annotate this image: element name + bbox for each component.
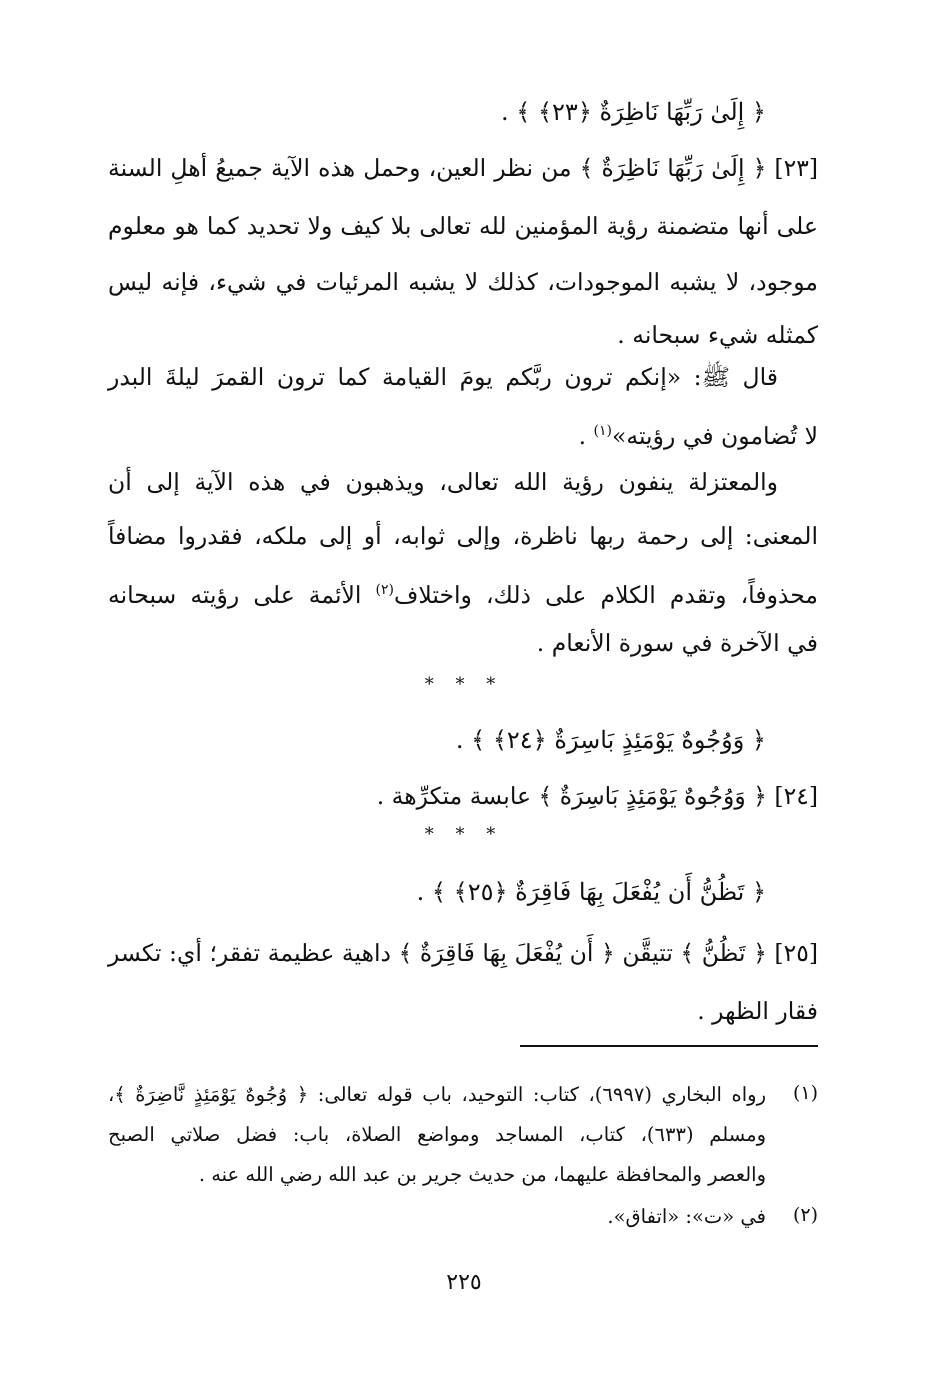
verse-25: ﴿ تَظُنُّ أَن يُفْعَلَ بِهَا فَاقِرَةٌ ﴿٢٥﴾ ﴾ .	[416, 878, 766, 906]
footnote-1-line-1: رواه البخاري (٦٩٩٧)، كتاب: التوحيد، باب قوله تعالى: ﴿ وُجُوهٌ يَوْمَئِذٍ نَّاضِرَةٌ ﴾،	[108, 1083, 766, 1106]
section-separator-2: * * *	[424, 824, 504, 845]
footnote-divider	[520, 1045, 818, 1047]
footnote-1-line-2: ومسلم (٦٣٣)، كتاب، المساجد ومواضع الصلاة، باب: فضل صلاتي الصبح	[108, 1123, 767, 1146]
footnote-1-line-3: والعصر والمحافظة عليهما، من حديث جرير بن عبد الله رضي الله عنه .	[198, 1163, 766, 1186]
verse-24: ﴿ وَوُجُوهٌ يَوْمَئِذٍ بَاسِرَةٌ ﴿٢٤﴾ ﴾ .	[455, 726, 766, 754]
paragraph-23-line-3: موجود، لا يشبه الموجودات، كذلك لا يشبه المرئيات في شيء، فإنه ليس	[108, 268, 818, 296]
paragraph-25-line-2: فقار الظهر .	[697, 997, 818, 1025]
paragraph-25-line-1: [٢٥] ﴿ تَظُنُّ ﴾ تتيقَّن ﴿ أَن يُفْعَلَ بِهَا فَاقِرَةٌ ﴾ داهية عظيمة تفقر؛ أي: تكسر	[108, 939, 818, 967]
hadith-line-1: قال ﷺ: «إنكم ترون ربَّكم يومَ القيامة كما ترون القمرَ ليلةَ البدر	[108, 363, 778, 391]
paragraph-23-line-4: كمثله شيء سبحانه .	[617, 321, 818, 349]
mutazila-line-1: والمعتزلة ينفون رؤية الله تعالى، ويذهبون في هذه الآية إلى أن	[108, 468, 778, 496]
hadith-line-2: لا تُضامون في رؤيته»$^{(١)}$ .	[578, 421, 818, 450]
page-number: ٢٢٥	[446, 1270, 482, 1295]
footnote-ref-2[interactable]: (٢)	[375, 582, 395, 598]
verse-23: ﴿ إِلَىٰ رَبِّهَا نَاظِرَةٌ ﴿٢٣﴾ ﴾ .	[501, 98, 766, 126]
paragraph-23-line-1: [٢٣] ﴿ إِلَىٰ رَبِّهَا نَاظِرَةٌ ﴾ من نظر العين، وحمل هذه الآية جميعُ أهلِ السنة	[108, 154, 818, 182]
footnote-1-number: (١)	[792, 1082, 818, 1104]
paragraph-24: [٢٤] ﴿ وَوُجُوهٌ يَوْمَئِذٍ بَاسِرَةٌ ﴾ عابسة متكرِّهة .	[376, 782, 818, 810]
mutazila-line-3: محذوفاً، وتقدم الكلام على ذلك، واختلاف$^{(٢)}$ الأئمة على رؤيته سبحانه	[108, 580, 819, 609]
mutazila-line-2: المعنى: إلى رحمة ربها ناظرة، وإلى ثوابه، أو إلى ملكه، فقدروا مضافاً	[108, 522, 818, 550]
paragraph-23-line-2: على أنها متضمنة رؤية المؤمنين لله تعالى بلا كيف ولا تحديد كما هو معلوم	[108, 212, 818, 240]
section-separator: * * *	[424, 674, 504, 695]
mutazila-line-4: في الآخرة في سورة الأنعام .	[536, 629, 818, 657]
footnote-ref-1[interactable]: (١)	[593, 423, 612, 439]
footnote-2-number: (٢)	[792, 1204, 818, 1226]
footnote-2-line-1: في «ت»: «اتفاق».	[607, 1205, 766, 1228]
